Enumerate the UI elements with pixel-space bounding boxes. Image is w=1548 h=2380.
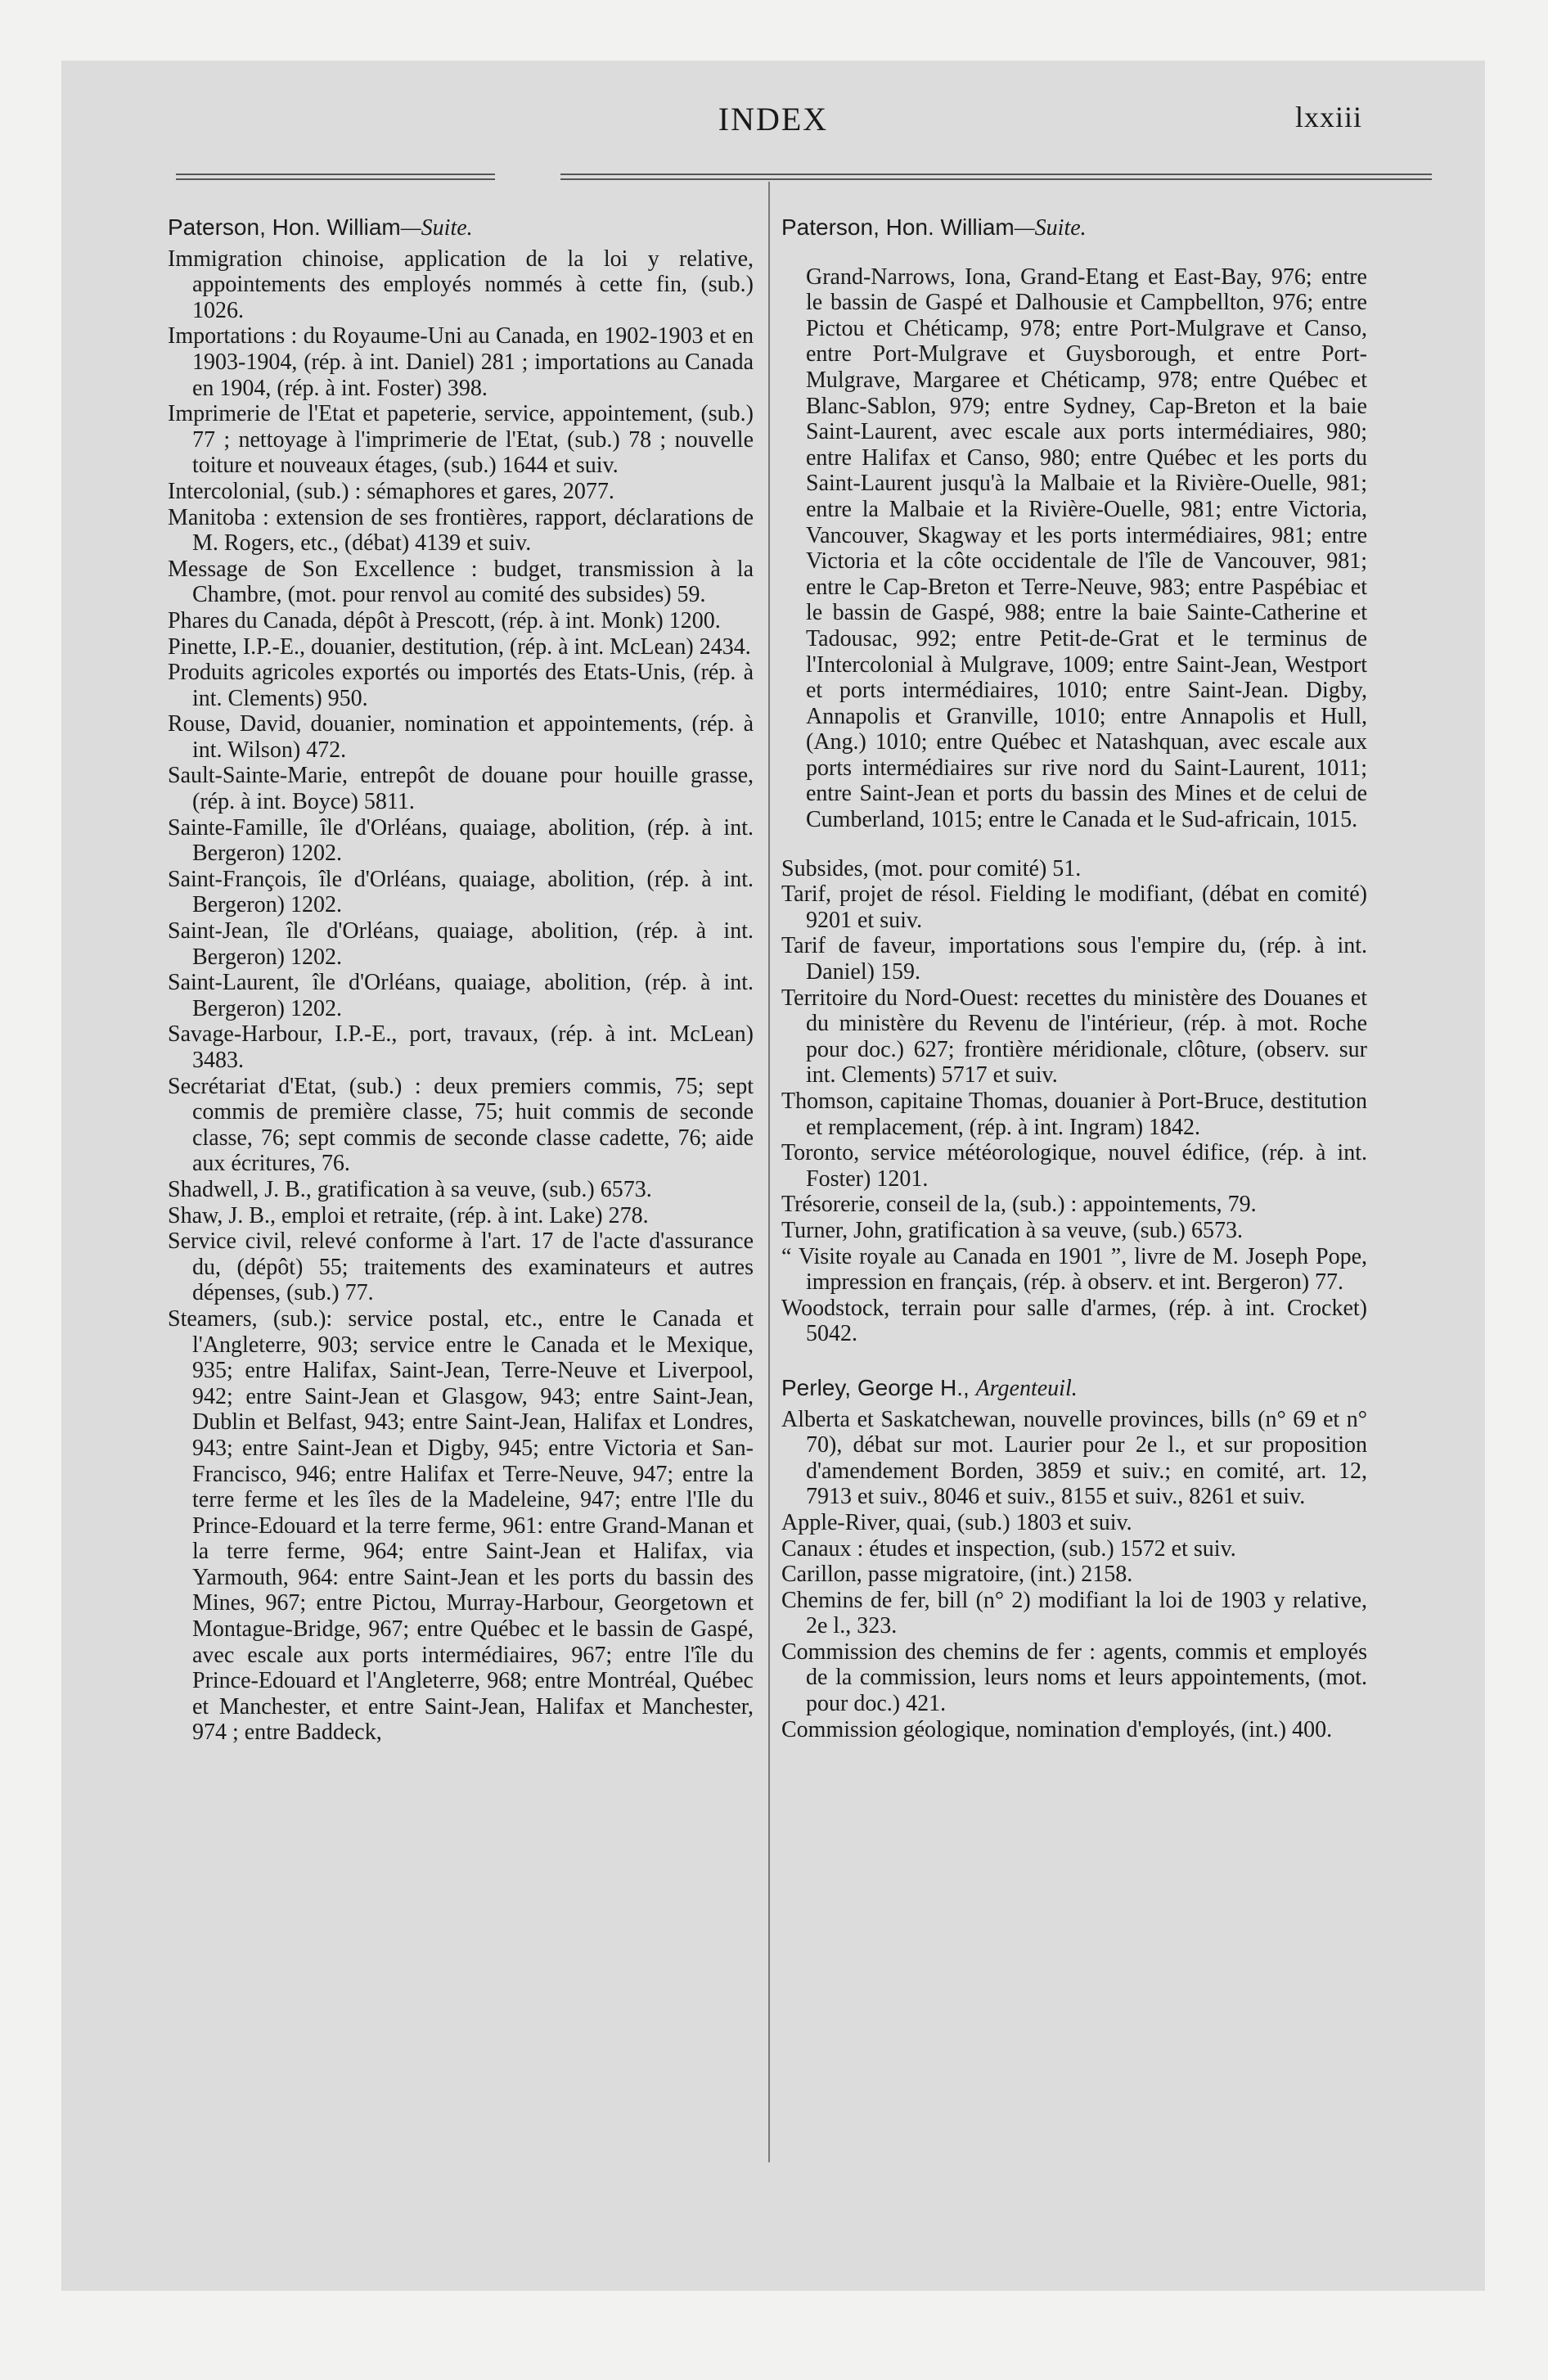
index-entry: Service civil, relevé conforme à l'art. 17 de l'acte d'assurance du, (dépôt) 55; traitements des examinateurs et autres dépenses, (sub.) 77. — [168, 1228, 754, 1306]
entry-list — [781, 1407, 1367, 1743]
page-title: INDEX — [718, 101, 829, 137]
index-entry: Subsides, (mot. pour comité) 51. — [781, 855, 1082, 881]
index-entry: Commission des chemins de fer : agents, commis et employés de la commission, leurs noms et leurs appointements, (mot. pour doc.) 421. — [781, 1639, 1367, 1717]
index-entry: Apple-River, quai, (sub.) 1803 et suiv. — [781, 1509, 1132, 1535]
index-entry: Thomson, capitaine Thomas, douanier à Port-Bruce, destitution et remplacement, (rép. à int. Ingram) 1842. — [781, 1089, 1367, 1140]
index-entry: “ Visite royale au Canada en 1901 ”, livre de M. Joseph Pope, impression en français, (rép. à observ. et int. Bergeron) 77. — [781, 1243, 1367, 1296]
index-entry: Phares du Canada, dépôt à Prescott, (rép. à int. Monk) 1200. — [168, 607, 721, 633]
index-entry: Intercolonial, (sub.) : sémaphores et gares, 2077. — [168, 478, 614, 504]
header-rule-left — [176, 174, 495, 180]
index-entry: Sault-Sainte-Marie, entrepôt de douane pour houille grasse, (rép. à int. Boyce) 5811. — [168, 763, 754, 815]
index-entry: Saint-François, île d'Orléans, quaiage, abolition, (rép. à int. Bergeron) 1202. — [168, 866, 754, 918]
speaker-suite: —Suite. — [1014, 215, 1087, 241]
column-divider — [768, 182, 770, 2162]
entry-list — [781, 856, 1367, 1347]
index-entry: Saint-Jean, île d'Orléans, quaiage, abolition, (rép. à int. Bergeron) 1202. — [168, 918, 754, 970]
index-entry: Alberta et Saskatchewan, nouvelle provinces, bills (n° 69 et n° 70), débat sur mot. Laurier pour 2e l., et sur proposition d'amendement Borden, 3859 et suiv.; en comité, art. 12, 7913 et suiv., 8046 et suiv., 8155 et suiv., 8261 et suiv. — [781, 1406, 1367, 1510]
index-entry: Importations : du Royaume-Uni au Canada, en 1902-1903 et en 1903-1904, (rép. à int. Daniel) 281 ; importations au Canada en 1904, (rép. à int. Foster) 398. — [168, 323, 754, 401]
index-entry: Secrétariat d'Etat, (sub.) : deux premiers commis, 75; sept commis de première classe, 75; huit commis de seconde classe, 76; sept commis de seconde classe cadette, 76; aide aux écritures, 76. — [168, 1073, 754, 1177]
speaker-riding: Argenteuil. — [975, 1375, 1078, 1401]
page-number: lxxiii — [1294, 101, 1362, 133]
index-entry: Trésorerie, conseil de la, (sub.) : appointements, 79. — [781, 1192, 1257, 1218]
page-header — [61, 100, 1485, 149]
index-entry: Saint-Laurent, île d'Orléans, quaiage, abolition, (rép. à int. Bergeron) 1202. — [168, 970, 754, 1021]
continued-entry: Grand-Narrows, Iona, Grand-Etang et East-Bay, 976; entre le bassin de Gaspé et Dalhousie et Campbellton, 976; entre Pictou et Chéticamp, 978; entre Port-Mulgrave et Canso, entre Port-Mulgrave et Guysborough, et entre Port-Mulgrave, Margaree et Chéticamp, 978; entre Québec et Blanc-Sablon, 979; entre Sydney, Cap-Breton et la baie Saint-Laurent, avec escale aux ports intermédiaires, 980; entre Halifax et Canso, 980; entre Québec et les ports du Saint-Laurent jusqu'à la Malbaie et la Rivière-Ouelle, 981; entre la Malbaie et la Rivière-Ouelle, 981; entre Victoria, Vancouver, Skagway et les ports intermédiaires, 981; entre Victoria et la côte occidentale de l'île de Vancouver, 981; entre le Cap-Breton et Terre-Neuve, 983; entre Paspébiac et le bassin de Gaspé, 988; entre la baie Sainte-Catherine et Tadousac, 992; entre Petit-de-Grat et le terminus de l'Intercolonial à Mulgrave, 1009; entre Saint-Jean, Westport et ports intermédiaires, 1010; entre Saint-Jean. Digby, Annapolis et Granville, 1010; entre Annapolis et Hull, (Ang.) 1010; entre Québec et Natashquan, avec escale aux ports intermédiaires sur rive nord du Saint-Laurent, 1011; entre Saint-Jean et ports du bassin des Mines et de celui de Cumberland, 1015; entre le Canada et le Sud-africain, 1015. — [806, 264, 1367, 833]
header-rule-right — [560, 174, 1432, 180]
index-entry: Message de Son Excellence : budget, transmission à la Chambre, (mot. pour renvol au comité des subsides) 59. — [168, 556, 754, 608]
speaker-heading — [168, 214, 754, 241]
index-entry: Shadwell, J. B., gratification à sa veuve, (sub.) 6573. — [168, 1176, 652, 1202]
speaker-suite: —Suite. — [400, 215, 473, 241]
index-entry: Rouse, David, douanier, nomination et appointements, (rép. à int. Wilson) 472. — [168, 711, 754, 763]
index-entry: Pinette, I.P.-E., douanier, destitution, (rép. à int. McLean) 2434. — [168, 633, 751, 660]
index-entry: Immigration chinoise, application de la loi y relative, appointements des employés nommés à cette fin, (sub.) 1026. — [168, 246, 754, 323]
index-entry: Chemins de fer, bill (n° 2) modifiant la loi de 1903 y relative, 2e l., 323. — [781, 1587, 1367, 1639]
index-entry: Turner, John, gratification à sa veuve, (sub.) 6573. — [781, 1217, 1243, 1243]
right-column — [781, 214, 1367, 1742]
speaker-name: Paterson, Hon. William — [781, 214, 1015, 240]
index-entry: Toronto, service météorologique, nouvel édifice, (rép. à int. Foster) 1201. — [781, 1140, 1367, 1192]
index-entry: Shaw, J. B., emploi et retraite, (rép. à int. Lake) 278. — [168, 1202, 649, 1228]
index-entry: Canaux : études et inspection, (sub.) 1572 et suiv. — [781, 1535, 1236, 1562]
speaker-name: Perley, George H., — [781, 1374, 970, 1400]
index-entry: Savage-Harbour, I.P.-E., port, travaux, (rép. à int. McLean) 3483. — [168, 1021, 754, 1073]
left-column — [168, 214, 754, 1746]
speaker-heading — [781, 214, 1367, 241]
index-entry: Tarif de faveur, importations sous l'empire du, (rép. à int. Daniel) 159. — [781, 933, 1367, 985]
speaker-name: Paterson, Hon. William — [168, 214, 401, 240]
speaker-heading — [781, 1375, 1367, 1402]
index-entry: Commission géologique, nomination d'employés, (int.) 400. — [781, 1716, 1333, 1742]
index-entry: Carillon, passe migratoire, (int.) 2158. — [781, 1562, 1133, 1588]
scanned-page — [61, 61, 1485, 2291]
index-entry: Sainte-Famille, île d'Orléans, quaiage, abolition, (rép. à int. Bergeron) 1202. — [168, 814, 754, 867]
index-entry: Territoire du Nord-Ouest: recettes du ministère des Douanes et du ministère du Revenu de l'intérieur, (rép. à mot. Roche pour doc.) 627; frontière méridionale, clôture, (observ. sur int. Clements) 5717 et suiv. — [781, 985, 1367, 1089]
index-entry: Steamers, (sub.): service postal, etc., entre le Canada et l'Angleterre, 903; service entre le Canada et le Mexique, 935; entre Halifax, Saint-Jean, Terre-Neuve et Liverpool, 942; entre Saint-Jean et Glasgow, 943; entre Saint-Jean, Dublin et Belfast, 943; entre Saint-Jean, Halifax et Londres, 943; entre Saint-Jean et Digby, 945; entre Victoria et San-Francisco, 946; entre Halifax et Terre-Neuve, 947; entre la terre ferme et les îles de la Madeleine, 947; entre l'Ile du Prince-Edouard et la terre ferme, 961: entre Grand-Manan et la terre ferme, 964; entre Saint-Jean et Halifax, via Yarmouth, 964: entre Saint-Jean et les ports du bassin des Mines, 967; entre Pictou, Murray-Harbour, Georgetown et Montague-Bridge, 967; entre Québec et le bassin de Gaspé, avec escale aux ports intermédiaires, 967; entre l'île du Prince-Edouard et l'Angleterre, 968; entre Montréal, Québec et Manchester, et entre Saint-Jean, Halifax et Manchester, 974 ; entre Baddeck, — [168, 1305, 754, 1746]
index-entry: Tarif, projet de résol. Fielding le modifiant, (débat en comité) 9201 et suiv. — [781, 881, 1367, 933]
index-entry: Manitoba : extension de ses frontières, rapport, déclarations de M. Rogers, etc., (débat) 4139 et suiv. — [168, 504, 754, 557]
entry-list — [168, 246, 754, 1746]
index-entry: Produits agricoles exportés ou importés des Etats-Unis, (rép. à int. Clements) 950. — [168, 660, 754, 711]
section-gap — [781, 1347, 1367, 1375]
index-entry: Imprimerie de l'Etat et papeterie, service, appointement, (sub.) 77 ; nettoyage à l'imprimerie de l'Etat, (sub.) 78 ; nouvelle toiture et nouveaux étages, (sub.) 1644 et suiv. — [168, 401, 754, 479]
index-entry: Woodstock, terrain pour salle d'armes, (rép. à int. Crocket) 5042. — [781, 1295, 1367, 1347]
